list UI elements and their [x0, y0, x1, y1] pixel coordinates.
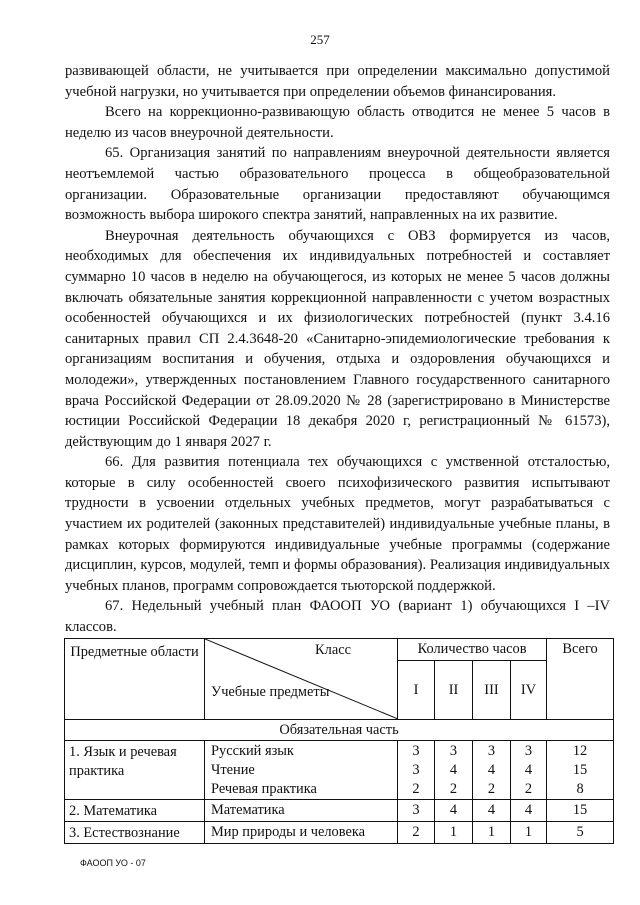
hours-value: 3: [524, 743, 533, 759]
paragraph-3: 65. Организация занятий по направлениям внеурочной деятельности является неотъемлемой частью образовательного процесса в общеобразовательной организации. Образовательные организации предоставляют обучающимся возможность выбора широкого спектра занятий, направленных на их развитие.: [65, 145, 610, 224]
hours-value: 3: [412, 743, 420, 759]
diagonal-line: [205, 639, 398, 719]
row-subjects: [205, 741, 398, 800]
paragraph-2: Всего на коррекционно-развивающую область отводится не менее 5 часов в неделю из часов внеурочной деятельности.: [65, 104, 610, 141]
header-total: Всего: [547, 639, 614, 720]
row-area: 1. Язык и речевая практика: [65, 741, 205, 800]
hours-value: 15: [572, 762, 588, 778]
hours-grade-4: 1: [511, 822, 547, 844]
hours-value: 4: [524, 762, 533, 778]
subject-name: Математика: [211, 802, 285, 818]
subject-name: Русский язык: [211, 743, 294, 759]
page-number: 257: [310, 32, 330, 47]
subject-name: Мир природы и человека: [211, 824, 366, 840]
hours-grade-2: 4: [435, 800, 473, 822]
header-class: Класс: [315, 642, 351, 658]
hours-grade-1: 3: [398, 800, 435, 822]
subject-name: Речевая практика: [211, 781, 317, 797]
header-grade-1: I: [398, 661, 435, 720]
hours-grade-1: [398, 741, 435, 800]
hours-value: 3: [449, 743, 458, 759]
hours-total: 15: [547, 800, 614, 822]
hours-value: 2: [412, 781, 420, 797]
curriculum-table: [64, 638, 614, 844]
hours-value: 4: [487, 762, 496, 778]
footer-code: ФАООП УО - 07: [80, 858, 146, 868]
table-row: [65, 822, 614, 844]
header-diagonal-cell: [205, 639, 398, 720]
header-grade-2: II: [435, 661, 473, 720]
row-area: 3. Естествознание: [65, 822, 205, 844]
table-row: [65, 741, 614, 800]
header-area: Предметные области: [65, 639, 205, 720]
header-grade-4: IV: [511, 661, 547, 720]
hours-grade-3: [473, 741, 511, 800]
header-qty: Количество часов: [398, 639, 547, 661]
hours-value: 2: [524, 781, 533, 797]
subject-name: Чтение: [211, 762, 255, 778]
paragraph-4: Внеурочная деятельность обучающихся с ОВЗ формируется из часов, необходимых для обеспечения их индивидуальных потребностей и составляет суммарно 10 часов в неделю на обучающегося, из которых не менее 5 часов должны включать обязательные занятия коррекционной направленности с учетом возрастных особенностей обучающихся и их физиологических потребностей (пункт 3.4.16 санитарных правил СП 2.4.3648-20 «Санитарно-эпидемиологические требования к организациям воспитания и обучения, отдыха и оздоровления обучающихся и молодежи», утвержденных постановлением Главного государственного санитарного врача Российской Федерации от 28.09.2020 № 28 (зарегистрировано в Министерстве юстиции Российской Федерации 18 декабря 2020 г, регистрационный № 61573), действующим до 1 января 2027 г.: [65, 227, 610, 450]
hours-grade-3: 4: [473, 800, 511, 822]
section-mandatory: Обязательная часть: [65, 720, 614, 741]
hours-grade-2: 1: [435, 822, 473, 844]
hours-grade-3: 1: [473, 822, 511, 844]
hours-value: 2: [449, 781, 458, 797]
hours-value: 2: [487, 781, 496, 797]
row-subjects: [205, 800, 398, 822]
table-row: [65, 800, 614, 822]
hours-grade-4: 4: [511, 800, 547, 822]
hours-grade-2: [435, 741, 473, 800]
row-area: 2. Математика: [65, 800, 205, 822]
header-subjects: Учебные предметы: [211, 684, 330, 700]
paragraph-1: развивающей области, не учитывается при определении максимально допустимой учебной нагрузки, но учитывается при определении объемов финансирования.: [65, 63, 610, 100]
hours-value: 3: [487, 743, 496, 759]
hours-value: 8: [576, 781, 584, 797]
hours-total: [547, 741, 614, 800]
hours-total: 5: [547, 822, 614, 844]
paragraph-6: 67. Недельный учебный план ФАООП УО (вариант 1) обучающихся I –IV классов.: [65, 598, 610, 636]
hours-value: 4: [449, 762, 458, 778]
row-subjects: [205, 822, 398, 844]
hours-value: 12: [572, 743, 588, 759]
hours-value: 3: [412, 762, 420, 778]
paragraph-5: 66. Для развития потенциала тех обучающихся с умственной отсталостью, которые в силу особенностей своего психофизического развития испытывают трудности в усвоении отдельных учебных предметов, могут разрабатываться с участием их родителей (законных представителей) индивидуальные учебные планы, в рамках которых формируются индивидуальные учебные программы (содержание дисциплин, курсов, модулей, темп и формы образования). Реализация индивидуальных учебных планов, программ сопровождается тьюторской поддержкой.: [65, 454, 610, 594]
hours-grade-1: 2: [398, 822, 435, 844]
body-text: [65, 61, 610, 638]
hours-grade-4: [511, 741, 547, 800]
header-grade-3: III: [473, 661, 511, 720]
